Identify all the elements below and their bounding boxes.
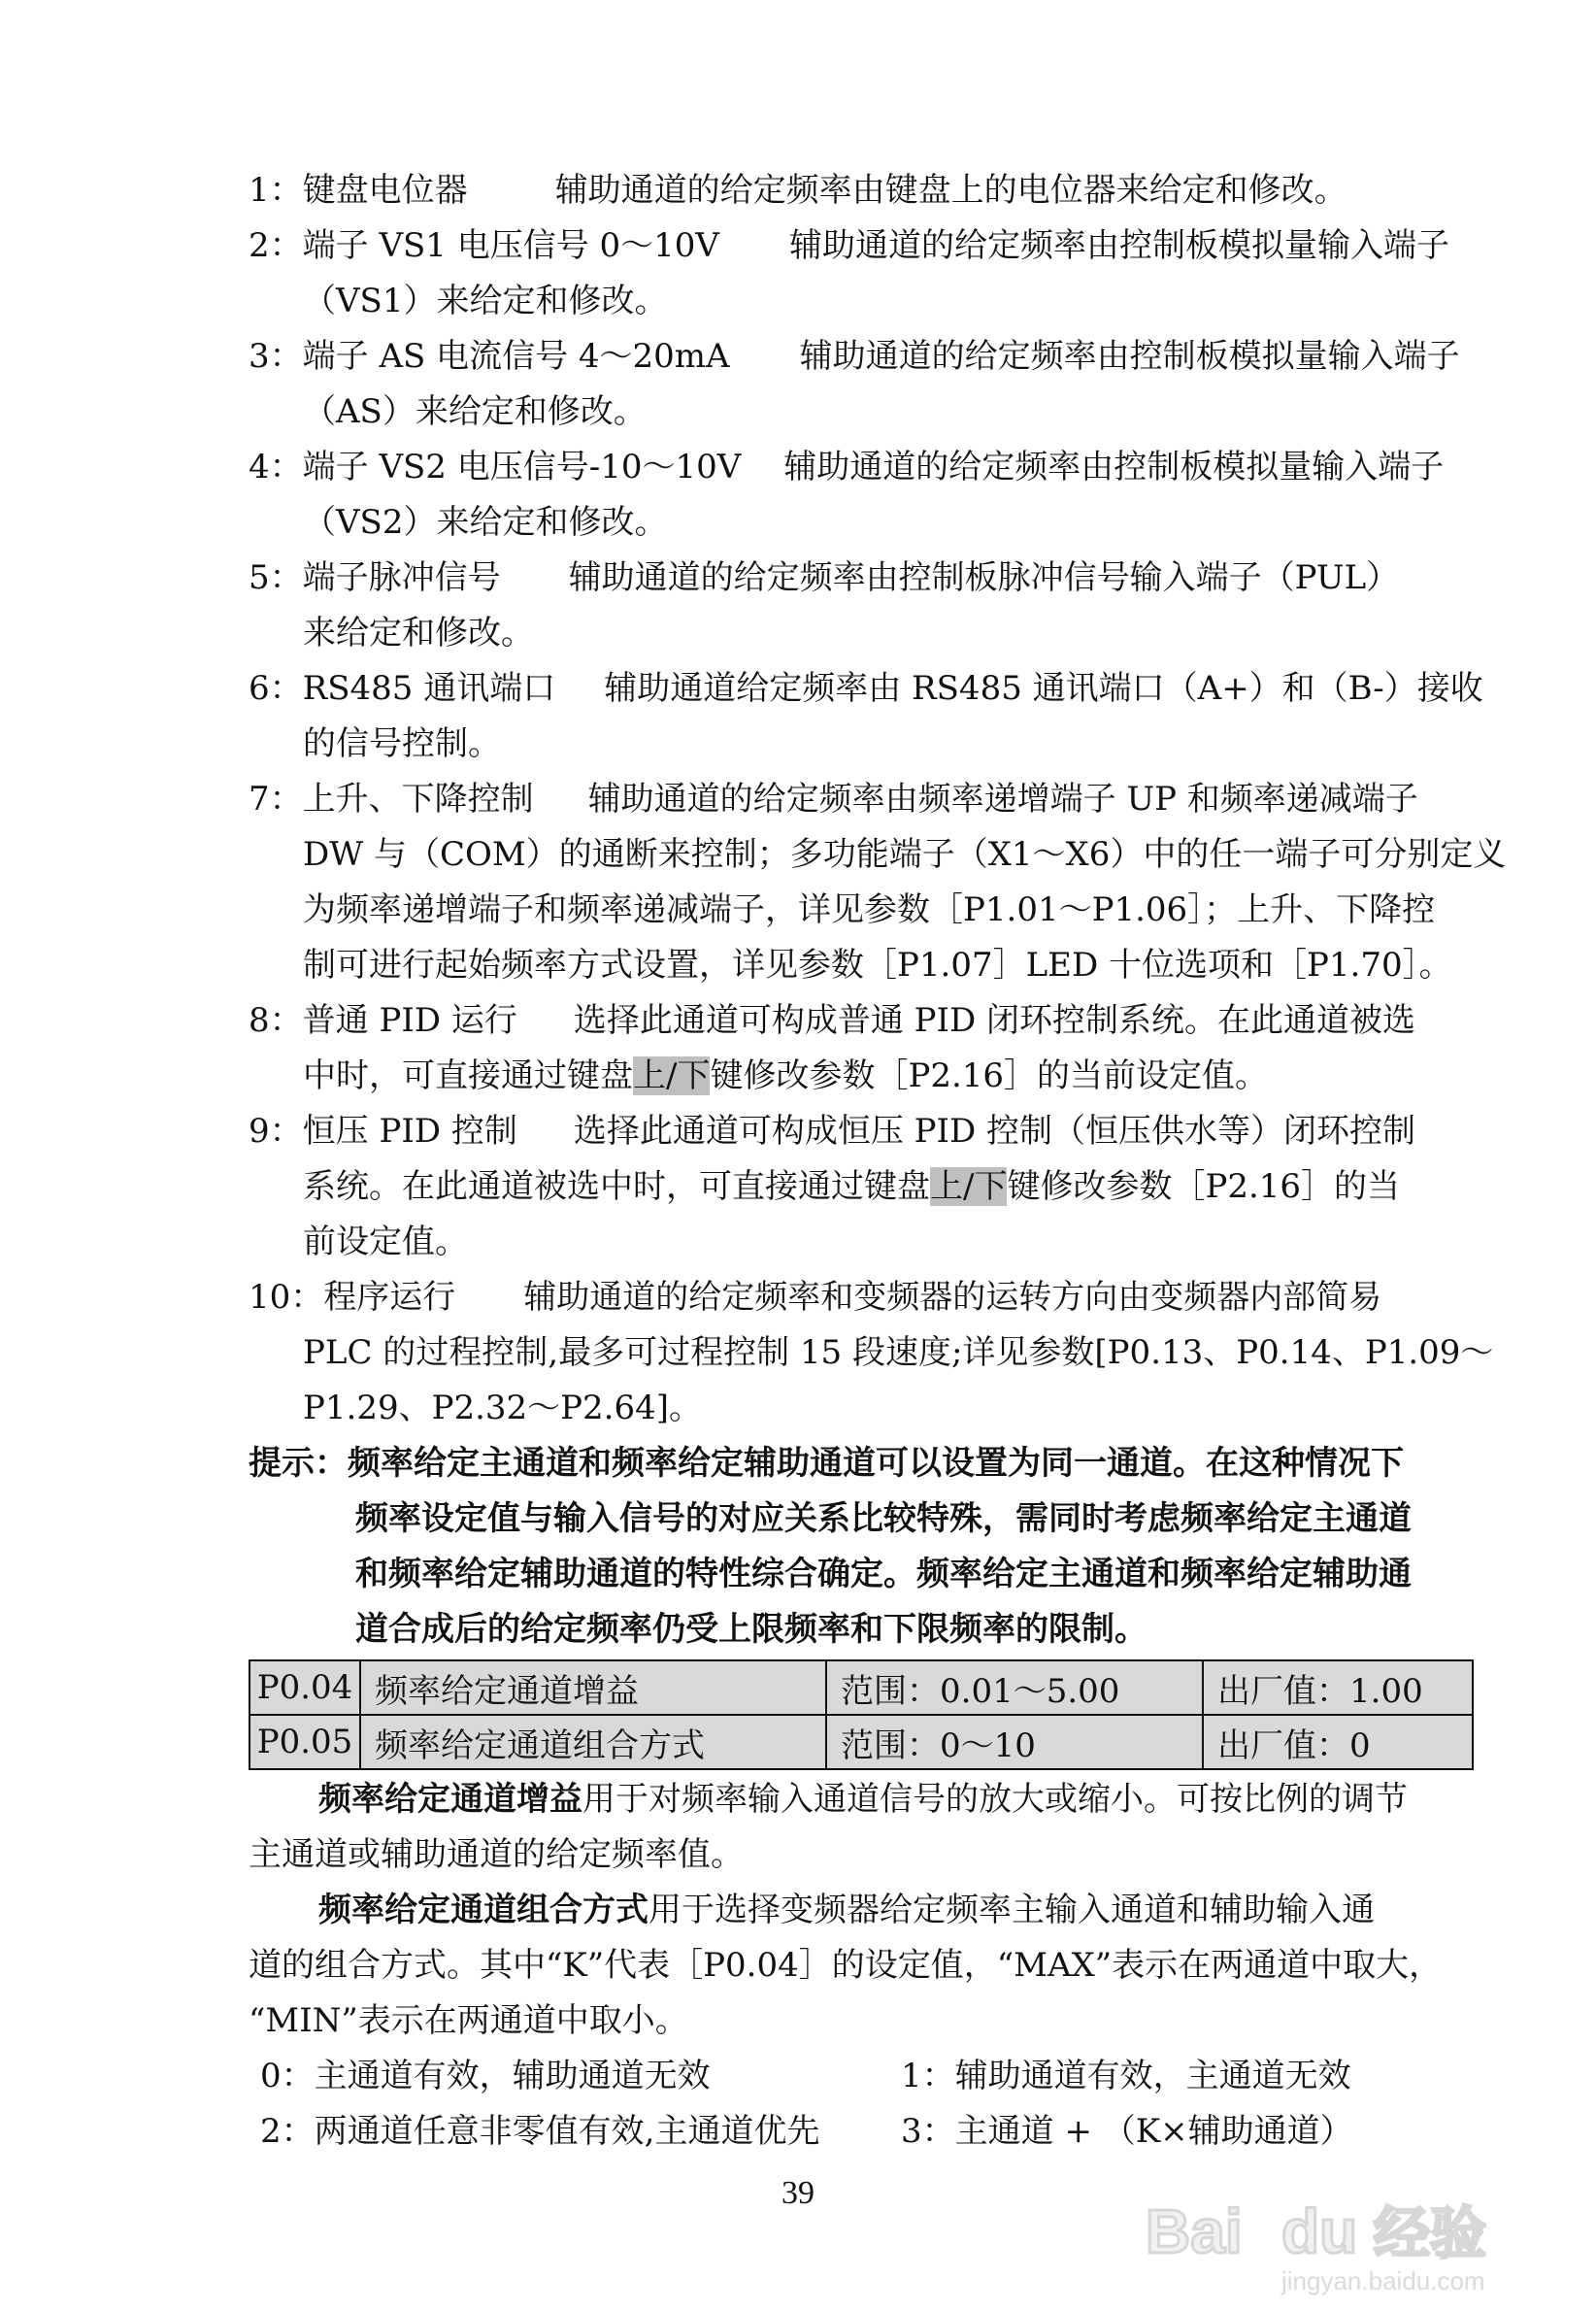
param-range: 范围：0.01～5.00 bbox=[826, 1660, 1203, 1715]
item-desc: 辅助通道的给定频率由控制板脉冲信号输入端子（PUL） bbox=[568, 558, 1400, 597]
list-item bbox=[249, 1270, 1472, 1325]
item-lead: 1：键盘电位器 bbox=[249, 171, 468, 210]
item-lead: 5：端子脉冲信号 bbox=[249, 558, 501, 597]
highlighted-key-text: 上/下 bbox=[633, 1056, 711, 1095]
baidu-jingyan-watermark-logo bbox=[1136, 2193, 1563, 2299]
list-item bbox=[249, 1104, 1472, 1159]
param-default: 出厂值：1.00 bbox=[1203, 1660, 1473, 1715]
option-item: 2：两通道任意非零值有效,主通道优先 bbox=[260, 2112, 820, 2151]
param-name: 频率给定通道组合方式 bbox=[360, 1715, 826, 1769]
svg-text:经验: 经验 bbox=[1374, 2200, 1487, 2266]
item-continuation: （AS）来给定和修改。 bbox=[303, 392, 647, 431]
paragraph-first-line bbox=[249, 1772, 1472, 1827]
item-lead: 2：端子 VS1 电压信号 0～10V bbox=[249, 226, 719, 265]
param-range: 范围：0～10 bbox=[826, 1715, 1203, 1769]
list-item bbox=[249, 772, 1472, 827]
param-name: 频率给定通道增益 bbox=[360, 1660, 826, 1715]
page-content bbox=[249, 163, 1507, 2160]
tip-line: 频率设定值与输入信号的对应关系比较特殊，需同时考虑频率给定主通道 bbox=[355, 1499, 1412, 1538]
item-lead: 6：RS485 通讯端口 bbox=[249, 669, 556, 708]
list-item bbox=[249, 993, 1472, 1049]
table-row bbox=[249, 1715, 1473, 1769]
item-continuation bbox=[249, 1049, 1472, 1104]
tip-line: 和频率给定辅助通道的特性综合确定。频率给定主通道和频率给定辅助通 bbox=[355, 1555, 1412, 1593]
tip-lead: 提示：频率给定主通道和频率给定辅助通道可以设置为同一通道。在这种情况下 bbox=[249, 1444, 1404, 1483]
option-item: 3：主通道 + （K×辅助通道） bbox=[901, 2112, 1353, 2151]
item-desc: 辅助通道的给定频率和变频器的运转方向由变频器内部简易 bbox=[523, 1278, 1382, 1317]
parameter-table bbox=[249, 1659, 1474, 1770]
item-lead: 9：恒压 PID 控制 bbox=[249, 1112, 517, 1151]
list-item bbox=[249, 551, 1472, 606]
svg-text:du: du bbox=[1281, 2196, 1358, 2266]
list-item bbox=[249, 329, 1472, 385]
item-lead: 8：普通 PID 运行 bbox=[249, 1001, 517, 1040]
item-continuation: P1.29、P2.32～P2.64]。 bbox=[303, 1389, 703, 1427]
item-lead: 10：程序运行 bbox=[249, 1278, 456, 1317]
text: 键修改参数［P2.16］的当 bbox=[1007, 1167, 1401, 1206]
item-desc: 辅助通道的给定频率由频率递增端子 UP 和频率递减端子 bbox=[587, 780, 1418, 819]
item-continuation: （VS2）来给定和修改。 bbox=[303, 503, 668, 542]
table-row bbox=[249, 1660, 1473, 1715]
paragraph-first-line bbox=[249, 1883, 1472, 1938]
item-continuation: 为频率递增端子和频率递减端子，详见参数［P1.01～P1.06］；上升、下降控 bbox=[303, 890, 1436, 929]
item-continuation: DW 与（COM）的通断来控制；多功能端子（X1～X6）中的任一端子可分别定义 bbox=[303, 835, 1507, 874]
item-continuation: 的信号控制。 bbox=[303, 724, 501, 763]
item-continuation: 前设定值。 bbox=[303, 1222, 468, 1261]
paragraph-line: “MIN”表示在两通道中取小。 bbox=[249, 2001, 688, 2040]
text: 用于对频率输入通道信号的放大或缩小。可按比例的调节 bbox=[582, 1780, 1408, 1819]
item-continuation: 制可进行起始频率方式设置，详见参数［P1.07］LED 十位选项和［P1.70］。 bbox=[303, 946, 1452, 985]
options-row bbox=[249, 2049, 1472, 2104]
paragraph-line: 道的组合方式。其中“K”代表［P0.04］的设定值，“MAX”表示在两通道中取大， bbox=[249, 1946, 1443, 1985]
paragraph-line: 主通道或辅助通道的给定频率值。 bbox=[249, 1835, 744, 1874]
param-code: P0.04 bbox=[249, 1660, 360, 1715]
text: 系统。在此通道被选中时，可直接通过键盘 bbox=[303, 1167, 930, 1206]
list-item bbox=[249, 440, 1472, 495]
item-desc: 辅助通道给定频率由 RS485 通讯端口（A+）和（B-）接收 bbox=[604, 669, 1483, 708]
page-number: 39 bbox=[781, 2175, 815, 2211]
list-item bbox=[249, 163, 1472, 218]
item-continuation: PLC 的过程控制,最多可过程控制 15 段速度;详见参数[P0.13、P0.14、P1.09～ bbox=[303, 1333, 1494, 1372]
item-desc: 辅助通道的给定频率由控制板模拟量输入端子 bbox=[783, 448, 1445, 486]
svg-text:Bai: Bai bbox=[1146, 2196, 1243, 2266]
list-item bbox=[249, 661, 1483, 717]
item-lead: 7：上升、下降控制 bbox=[249, 780, 534, 819]
item-desc: 辅助通道的给定频率由控制板模拟量输入端子 bbox=[799, 337, 1460, 376]
param-default: 出厂值：0 bbox=[1203, 1715, 1473, 1769]
options-row bbox=[249, 2104, 1472, 2160]
list-item bbox=[249, 218, 1472, 274]
defined-term: 频率给定通道增益 bbox=[318, 1780, 582, 1819]
option-item: 1：辅助通道有效，主通道无效 bbox=[901, 2057, 1351, 2095]
item-desc: 辅助通道的给定频率由键盘上的电位器来给定和修改。 bbox=[554, 171, 1347, 210]
defined-term: 频率给定通道组合方式 bbox=[318, 1891, 648, 1929]
item-desc: 辅助通道的给定频率由控制板模拟量输入端子 bbox=[788, 226, 1449, 265]
item-continuation bbox=[249, 1159, 1472, 1215]
svg-text:jingyan.baidu.com: jingyan.baidu.com bbox=[1281, 2266, 1485, 2295]
item-continuation: 来给定和修改。 bbox=[303, 614, 534, 653]
item-continuation: （VS1）来给定和修改。 bbox=[303, 282, 668, 320]
param-code: P0.05 bbox=[249, 1715, 360, 1769]
highlighted-key-text: 上/下 bbox=[930, 1167, 1008, 1206]
text: 用于选择变频器给定频率主输入通道和辅助输入通 bbox=[648, 1891, 1375, 1929]
item-desc: 选择此通道可构成恒压 PID 控制（恒压供水等）闭环控制 bbox=[573, 1112, 1416, 1151]
item-lead: 4：端子 VS2 电压信号-10～10V bbox=[249, 448, 742, 486]
tip-line: 道合成后的给定频率仍受上限频率和下限频率的限制。 bbox=[355, 1610, 1147, 1649]
text: 中时，可直接通过键盘 bbox=[303, 1056, 633, 1095]
text: 键修改参数［P2.16］的当前设定值。 bbox=[710, 1056, 1269, 1095]
item-lead: 3：端子 AS 电流信号 4～20mA bbox=[249, 337, 730, 376]
item-desc: 选择此通道可构成普通 PID 闭环控制系统。在此通道被选 bbox=[573, 1001, 1416, 1040]
option-item: 0：主通道有效，辅助通道无效 bbox=[260, 2057, 711, 2095]
